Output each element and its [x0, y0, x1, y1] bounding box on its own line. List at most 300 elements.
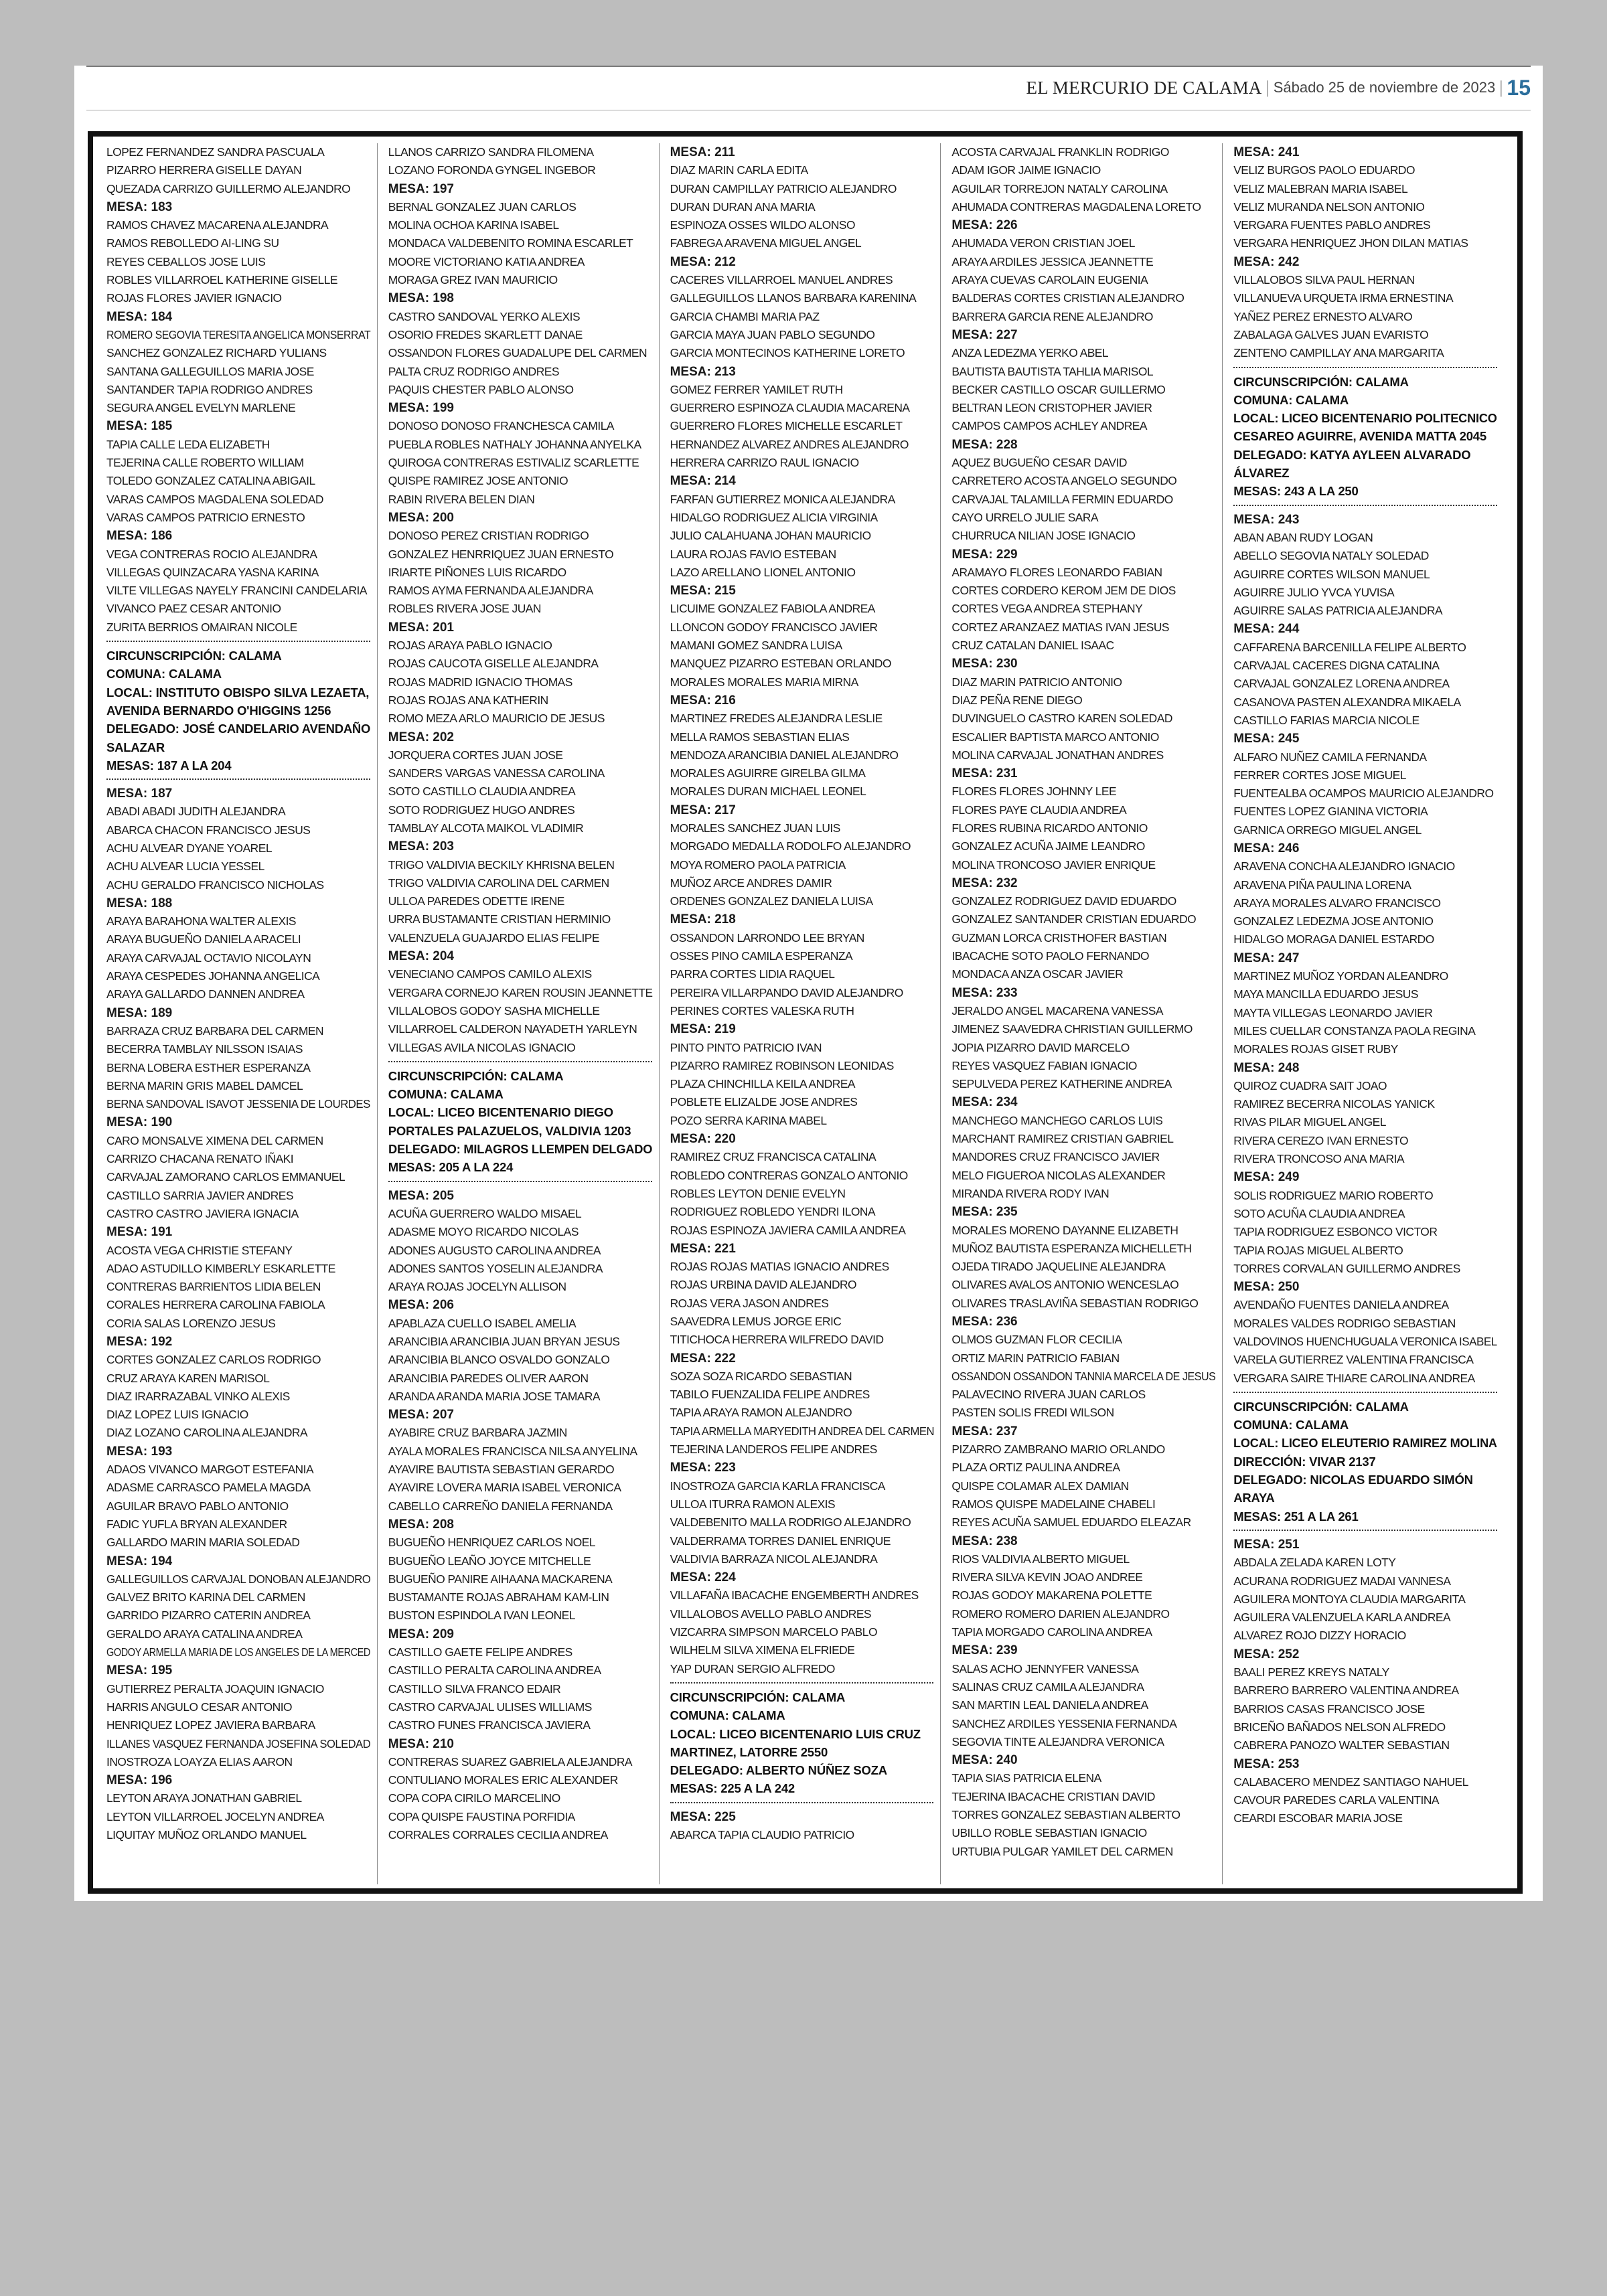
voter-name: ADASME CARRASCO PAMELA MAGDA [106, 1481, 311, 1495]
mesa-heading: MESA: 215 [670, 584, 736, 598]
polling-place-info: PORTALES PALAZUELOS, VALDIVIA 1203 [388, 1123, 631, 1138]
voter-name: CORALES HERRERA CAROLINA FABIOLA [106, 1298, 325, 1312]
voter-name: GONZALEZ SANTANDER CRISTIAN EDUARDO [951, 912, 1197, 926]
voter-name: AYAVIRE BAUTISTA SEBASTIAN GERARDO [388, 1463, 615, 1477]
voter-name: URRA BUSTAMANTE CRISTIAN HERMINIO [388, 912, 611, 926]
mesa-heading: MESA: 224 [670, 1570, 736, 1585]
voter-name: MAYA MANCILLA EDUARDO JESUS [1233, 987, 1418, 1001]
voter-list-frame [88, 131, 1523, 1894]
voter-name: ADONES SANTOS YOSELIN ALEJANDRA [388, 1261, 603, 1275]
voter-name: OJEDA TIRADO JAQUELINE ALEJANDRA [951, 1260, 1166, 1274]
voter-name: CAMPOS CAMPOS ACHLEY ANDREA [951, 419, 1147, 433]
voter-name: COPA QUISPE FAUSTINA PORFIDIA [388, 1809, 575, 1823]
mesa-heading: MESA: 188 [106, 896, 173, 910]
voter-name: GARRIDO PIZARRO CATERIN ANDREA [106, 1609, 311, 1623]
mesa-heading: MESA: 231 [951, 766, 1018, 781]
voter-name: AVENDAÑO FUENTES DANIELA ANDREA [1233, 1298, 1449, 1312]
voter-name: ADAO ASTUDILLO KIMBERLY ESKARLETTE [106, 1261, 335, 1275]
voter-name: ROJAS ESPINOZA JAVIERA CAMILA ANDREA [670, 1223, 906, 1237]
voter-name: GALLARDO MARIN MARIA SOLEDAD [106, 1536, 300, 1550]
voter-name: GERALDO ARAYA CATALINA ANDREA [106, 1627, 303, 1641]
mesa-heading: MESA: 219 [670, 1022, 736, 1037]
voter-name: YAP DURAN SERGIO ALFREDO [670, 1661, 835, 1675]
voter-name: OSSANDON FLORES GUADALUPE DEL CARMEN [388, 346, 647, 360]
voter-name: VALDERRAMA TORRES DANIEL ENRIQUE [670, 1534, 891, 1548]
mesa-heading: MESA: 212 [670, 254, 736, 269]
mesa-heading: MESA: 234 [951, 1095, 1018, 1110]
voter-name: LAURA ROJAS FAVIO ESTEBAN [670, 547, 836, 561]
polling-place-info: CIRCUNSCRIPCIÓN: CALAMA [1233, 374, 1409, 389]
mesa-heading: MESA: 190 [106, 1115, 173, 1130]
voter-name: WILHELM SILVA XIMENA ELFRIEDE [670, 1643, 855, 1657]
voter-name: LEYTON VILLARROEL JOCELYN ANDREA [106, 1809, 324, 1823]
page-header [1026, 70, 1531, 106]
voter-name: LEYTON ARAYA JONATHAN GABRIEL [106, 1791, 302, 1805]
voter-name: GALLEGUILLOS LLANOS BARBARA KARENINA [670, 291, 917, 305]
mesa-heading: MESA: 209 [388, 1627, 454, 1641]
voter-name: SANCHEZ ARDILES YESSENIA FERNANDA [951, 1716, 1177, 1730]
issue-date: Sábado 25 de noviembre de 2023 [1273, 79, 1496, 96]
voter-name: VILLEGAS AVILA NICOLAS IGNACIO [388, 1040, 576, 1054]
voter-name: INOSTROZA GARCIA KARLA FRANCISCA [670, 1479, 885, 1493]
section-divider [1233, 505, 1497, 506]
voter-name: VILLAFAÑA IBACACHE ENGEMBERTH ANDRES [670, 1588, 919, 1603]
voter-name: FABREGA ARAVENA MIGUEL ANGEL [670, 236, 862, 250]
voter-name: OLIVARES AVALOS ANTONIO WENCESLAO [951, 1278, 1179, 1292]
voter-name: ROJAS FLORES JAVIER IGNACIO [106, 291, 282, 305]
voter-name: SEGURA ANGEL EVELYN MARLENE [106, 401, 296, 415]
voter-name: SALAS ACHO JENNYFER VANESSA [951, 1661, 1139, 1675]
voter-name: VEGA CONTRERAS ROCIO ALEJANDRA [106, 547, 317, 561]
polling-place-info: MESAS: 251 A LA 261 [1233, 1509, 1359, 1524]
voter-name: MANQUEZ PIZARRO ESTEBAN ORLANDO [670, 657, 892, 671]
voter-name: VIVANCO PAEZ CESAR ANTONIO [106, 602, 281, 616]
voter-name: OSORIO FREDES SKARLETT DANAE [388, 327, 583, 341]
polling-place-info: CIRCUNSCRIPCIÓN: CALAMA [388, 1068, 564, 1083]
mesa-heading: MESA: 248 [1233, 1060, 1300, 1075]
mesa-heading: MESA: 245 [1233, 732, 1300, 746]
polling-place-info: COMUNA: CALAMA [1233, 1418, 1349, 1432]
voter-name: RAMOS AYMA FERNANDA ALEJANDRA [388, 584, 593, 598]
polling-place-info: LOCAL: LICEO ELEUTERIO RAMIREZ MOLINA [1233, 1436, 1498, 1451]
voter-name: CARO MONSALVE XIMENA DEL CARMEN [106, 1133, 323, 1147]
voter-name: HERNANDEZ ALVAREZ ANDRES ALEJANDRO [670, 437, 909, 451]
voter-name: CARRETERO ACOSTA ANGELO SEGUNDO [951, 474, 1177, 488]
mesa-heading: MESA: 223 [670, 1461, 736, 1475]
voter-name: MAMANI GOMEZ SANDRA LUISA [670, 639, 842, 653]
header-separator: | [1266, 78, 1270, 97]
section-divider [670, 1802, 934, 1803]
voter-name: BECKER CASTILLO OSCAR GUILLERMO [951, 382, 1166, 396]
voter-name: ARANCIBIA ARANCIBIA JUAN BRYAN JESUS [388, 1335, 620, 1348]
voter-name: TABILO FUENZALIDA FELIPE ANDRES [670, 1388, 870, 1402]
voter-name: CAFFARENA BARCENILLA FELIPE ALBERTO [1233, 640, 1466, 654]
voter-name: DONOSO DONOSO FRANCHESCA CAMILA [388, 419, 614, 433]
voter-name: RAMOS QUISPE MADELAINE CHABELI [951, 1497, 1156, 1511]
voter-name: POZO SERRA KARINA MABEL [670, 1113, 827, 1127]
mesa-heading: MESA: 221 [670, 1241, 736, 1256]
polling-place-info: LOCAL: LICEO BICENTENARIO DIEGO [388, 1105, 613, 1120]
voter-name: PALAVECINO RIVERA JUAN CARLOS [951, 1388, 1146, 1402]
newspaper-page [74, 66, 1543, 1901]
voter-name: ABARCA TAPIA CLAUDIO PATRICIO [670, 1828, 854, 1842]
voter-name: CASTRO SANDOVAL YERKO ALEXIS [388, 309, 581, 323]
voter-name: HIDALGO RODRIGUEZ ALICIA VIRGINIA [670, 510, 878, 524]
voter-name: BERNA LOBERA ESTHER ESPERANZA [106, 1060, 311, 1074]
mesa-heading: MESA: 228 [951, 437, 1018, 452]
polling-place-info: ÁLVAREZ [1233, 466, 1290, 481]
voter-name: MUÑOZ ARCE ANDRES DAMIR [670, 876, 832, 890]
voter-name: CARRIZO CHACANA RENATO IÑAKI [106, 1152, 294, 1166]
mesa-heading: MESA: 198 [388, 291, 454, 306]
voter-name: TAMBLAY ALCOTA MAIKOL VLADIMIR [388, 821, 584, 835]
voter-name: TAPIA ARMELLA MARYEDITH ANDREA DEL CARMEN [670, 1424, 934, 1438]
mesa-heading: MESA: 247 [1233, 951, 1300, 965]
mesa-heading: MESA: 243 [1233, 512, 1300, 527]
mesa-heading: MESA: 205 [388, 1188, 454, 1203]
voter-name: ARAYA BARAHONA WALTER ALEXIS [106, 914, 297, 928]
voter-name: LICUIME GONZALEZ FABIOLA ANDREA [670, 602, 875, 616]
voter-name: OLIVARES TRASLAVIÑA SEBASTIAN RODRIGO [951, 1296, 1199, 1310]
voter-name: BAALI PEREZ KREYS NATALY [1233, 1665, 1389, 1679]
voter-name: AGUIRRE JULIO YVCA YUVISA [1233, 585, 1395, 599]
voter-name: AGUIRRE SALAS PATRICIA ALEJANDRA [1233, 604, 1443, 618]
mesa-heading: MESA: 226 [951, 218, 1018, 233]
voter-name: BERNA SANDOVAL ISAVOT JESSENIA DE LOURDES [106, 1097, 370, 1111]
voter-name: ZABALAGA GALVES JUAN EVARISTO [1233, 327, 1429, 341]
polling-place-info: MESAS: 205 A LA 224 [388, 1160, 514, 1175]
voter-name: MARTINEZ MUÑOZ YORDAN ALEANDRO [1233, 969, 1448, 983]
voter-name: QUISPE RAMIREZ JOSE ANTONIO [388, 474, 568, 488]
polling-place-info: CIRCUNSCRIPCIÓN: CALAMA [106, 649, 282, 663]
voter-name: RAMOS CHAVEZ MACARENA ALEJANDRA [106, 218, 329, 232]
voter-name: ACHU GERALDO FRANCISCO NICHOLAS [106, 878, 324, 892]
voter-name: TEJERINA LANDEROS FELIPE ANDRES [670, 1443, 877, 1457]
voter-name: ESPINOZA OSSES WILDO ALONSO [670, 218, 856, 232]
voter-name: MORALES DURAN MICHAEL LEONEL [670, 785, 866, 799]
voter-name: ARAMAYO FLORES LEONARDO FABIAN [951, 565, 1162, 579]
voter-name: TAPIA SIAS PATRICIA ELENA [951, 1771, 1101, 1785]
mesa-heading: MESA: 240 [951, 1753, 1018, 1768]
voter-name: BELTRAN LEON CRISTOPHER JAVIER [951, 401, 1152, 415]
voter-name: UBILLO ROBLE SEBASTIAN IGNACIO [951, 1826, 1147, 1840]
voter-name: ABARCA CHACON FRANCISCO JESUS [106, 823, 311, 837]
voter-name: ROJAS URBINA DAVID ALEJANDRO [670, 1278, 857, 1292]
voter-name: GARCIA CHAMBI MARIA PAZ [670, 309, 820, 323]
voter-name: ACHU ALVEAR DYANE YOAREL [106, 841, 273, 855]
section-divider [1233, 367, 1497, 368]
voter-name: FADIC YUFLA BRYAN ALEXANDER [106, 1517, 287, 1531]
voter-name: ARANCIBIA PAREDES OLIVER AARON [388, 1371, 589, 1385]
mesa-heading: MESA: 191 [106, 1225, 173, 1240]
voter-name: CEARDI ESCOBAR MARIA JOSE [1233, 1811, 1403, 1825]
voter-name: MOLINA CARVAJAL JONATHAN ANDRES [951, 748, 1164, 762]
voter-name: ALFARO NUÑEZ CAMILA FERNANDA [1233, 750, 1427, 764]
voter-name: CONTULIANO MORALES ERIC ALEXANDER [388, 1773, 618, 1787]
mesa-heading: MESA: 214 [670, 474, 736, 489]
voter-name: OSSANDON OSSANDON TANNIA MARCELA DE JESUS [951, 1369, 1216, 1383]
voter-name: CASTILLO SILVA FRANCO EDAIR [388, 1682, 561, 1696]
voter-name: MANCHEGO MANCHEGO CARLOS LUIS [951, 1113, 1163, 1127]
voter-name: JOPIA PIZARRO DAVID MARCELO [951, 1040, 1130, 1054]
voter-name: VILLARROEL CALDERON NAYADETH YARLEYN [388, 1022, 637, 1036]
voter-name: HIDALGO MORAGA DANIEL ESTARDO [1233, 932, 1434, 947]
voter-name: ALVAREZ ROJO DIZZY HORACIO [1233, 1629, 1406, 1643]
voter-name: OLMOS GUZMAN FLOR CECILIA [951, 1333, 1122, 1347]
voter-name: CAYO URRELO JULIE SARA [951, 510, 1099, 524]
voter-name: TEJERINA IBACACHE CRISTIAN DAVID [951, 1789, 1155, 1803]
voter-name: CACERES VILLARROEL MANUEL ANDRES [670, 273, 893, 287]
voter-name: CARVAJAL GONZALEZ LORENA ANDREA [1233, 677, 1450, 691]
voter-name: ABADI ABADI JUDITH ALEJANDRA [106, 805, 286, 819]
voter-name: BALDERAS CORTES CRISTIAN ALEJANDRO [951, 291, 1184, 305]
voter-name: CALABACERO MENDEZ SANTIAGO NAHUEL [1233, 1775, 1468, 1789]
voter-name: ACUÑA GUERRERO WALDO MISAEL [388, 1206, 582, 1220]
voter-name: CARVAJAL ZAMORANO CARLOS EMMANUEL [106, 1170, 346, 1184]
voter-name: IRIARTE PIÑONES LUIS RICARDO [388, 565, 566, 579]
voter-name: GONZALEZ ACUÑA JAIME LEANDRO [951, 839, 1145, 853]
voter-name: VERGARA FUENTES PABLO ANDRES [1233, 218, 1431, 232]
mesa-heading: MESA: 241 [1233, 145, 1300, 159]
voter-name: SOTO CASTILLO CLAUDIA ANDREA [388, 785, 576, 799]
voter-name: TAPIA CALLE LEDA ELIZABETH [106, 437, 270, 451]
voter-name: TAPIA RODRIGUEZ ESBONCO VICTOR [1233, 1225, 1438, 1239]
page-number: 15 [1507, 75, 1531, 100]
polling-place-info: CIRCUNSCRIPCIÓN: CALAMA [1233, 1399, 1409, 1414]
voter-name: CASTILLO SARRIA JAVIER ANDRES [106, 1188, 293, 1202]
voter-name: VARAS CAMPOS PATRICIO ERNESTO [106, 510, 305, 524]
voter-name: ZURITA BERRIOS OMAIRAN NICOLE [106, 620, 297, 634]
voter-name: ABDALA ZELADA KAREN LOTY [1233, 1556, 1396, 1570]
voter-name: TITICHOCA HERRERA WILFREDO DAVID [670, 1333, 884, 1347]
voter-name: BUSTAMANTE ROJAS ABRAHAM KAM-LIN [388, 1590, 609, 1605]
voter-name: VILLEGAS QUINZACARA YASNA KARINA [106, 565, 319, 579]
voter-name: ARAYA MORALES ALVARO FRANCISCO [1233, 896, 1441, 910]
voter-name: BERNAL GONZALEZ JUAN CARLOS [388, 199, 577, 214]
voter-name: PALTA CRUZ RODRIGO ANDRES [388, 364, 559, 378]
voter-name: ROJAS MADRID IGNACIO THOMAS [388, 675, 572, 689]
voter-name: ROJAS VERA JASON ANDRES [670, 1296, 829, 1310]
mesa-heading: MESA: 244 [1233, 622, 1300, 637]
voter-name: ADAOS VIVANCO MARGOT ESTEFANIA [106, 1463, 314, 1477]
mesa-heading: MESA: 192 [106, 1335, 173, 1349]
voter-name: QUEZADA CARRIZO GUILLERMO ALEJANDRO [106, 181, 351, 195]
mesa-heading: MESA: 200 [388, 510, 454, 525]
voter-name: YAÑEZ PEREZ ERNESTO ALVARO [1233, 309, 1413, 323]
voter-name: CABELLO CARREÑO DANIELA FERNANDA [388, 1499, 613, 1513]
voter-name: BUGUEÑO LEAÑO JOYCE MITCHELLE [388, 1554, 591, 1568]
voter-name: SAN MARTIN LEAL DANIELA ANDREA [951, 1698, 1148, 1712]
voter-name: RAMOS REBOLLEDO AI-LING SU [106, 236, 279, 250]
voter-name: ARAVENA CONCHA ALEJANDRO IGNACIO [1233, 859, 1455, 874]
mesa-heading: MESA: 202 [388, 730, 454, 744]
mesa-heading: MESA: 232 [951, 876, 1018, 890]
voter-name: GONZALEZ LEDEZMA JOSE ANTONIO [1233, 914, 1434, 928]
voter-name: HERRERA CARRIZO RAUL IGNACIO [670, 456, 859, 470]
voter-name: SOTO ACUÑA CLAUDIA ANDREA [1233, 1206, 1405, 1220]
voter-name: TRIGO VALDIVIA CAROLINA DEL CARMEN [388, 876, 609, 890]
voter-name: ARAYA GALLARDO DANNEN ANDREA [106, 987, 305, 1001]
polling-place-info: MESAS: 225 A LA 242 [670, 1781, 795, 1796]
voter-name: CASTILLO FARIAS MARCIA NICOLE [1233, 713, 1420, 727]
voter-name: AQUEZ BUGUEÑO CESAR DAVID [951, 456, 1127, 470]
voter-name: VALENZUELA GUAJARDO ELIAS FELIPE [388, 930, 599, 945]
polling-place-info: LOCAL: LICEO BICENTENARIO POLITECNICO [1233, 411, 1497, 426]
section-divider [670, 1682, 934, 1684]
mesa-heading: MESA: 194 [106, 1554, 173, 1568]
voter-name: PINTO PINTO PATRICIO IVAN [670, 1040, 822, 1054]
mesa-heading: MESA: 249 [1233, 1170, 1300, 1185]
voter-name: DURAN DURAN ANA MARIA [670, 199, 816, 214]
voter-name: VILLANUEVA URQUETA IRMA ERNESTINA [1233, 291, 1454, 305]
voter-name: AGUILAR BRAVO PABLO ANTONIO [106, 1499, 289, 1513]
voter-name: CORTES VEGA ANDREA STEPHANY [951, 602, 1143, 616]
voter-name: REYES VASQUEZ FABIAN IGNACIO [951, 1058, 1137, 1072]
voter-name: CONTRERAS SUAREZ GABRIELA ALEJANDRA [388, 1754, 633, 1769]
polling-place-info: COMUNA: CALAMA [1233, 392, 1349, 407]
voter-name: LLANOS CARRIZO SANDRA FILOMENA [388, 145, 594, 159]
voter-name: CORRALES CORRALES CECILIA ANDREA [388, 1828, 608, 1842]
voter-name: RABIN RIVERA BELEN DIAN [388, 492, 535, 506]
polling-place-info: LOCAL: INSTITUTO OBISPO SILVA LEZAETA, [106, 685, 370, 700]
mesa-heading: MESA: 237 [951, 1424, 1018, 1439]
voter-name: MENDOZA ARANCIBIA DANIEL ALEJANDRO [670, 748, 899, 762]
voter-name: MANDORES CRUZ FRANCISCO JAVIER [951, 1150, 1160, 1164]
voter-name: TAPIA ARAYA RAMON ALEJANDRO [670, 1406, 852, 1420]
voter-name: MOLINA OCHOA KARINA ISABEL [388, 218, 559, 232]
voter-name: COPA COPA CIRILO MARCELINO [388, 1791, 560, 1805]
mesa-heading: MESA: 238 [951, 1534, 1018, 1548]
voter-name: PLAZA ORTIZ PAULINA ANDREA [951, 1461, 1120, 1475]
voter-name: RODRIGUEZ ROBLEDO YENDRI ILONA [670, 1205, 876, 1219]
section-divider [388, 1061, 652, 1062]
mesa-heading: MESA: 195 [106, 1663, 173, 1678]
voter-name: SANCHEZ GONZALEZ RICHARD YULIANS [106, 346, 327, 360]
voter-name: PARRA CORTES LIDIA RAQUEL [670, 967, 835, 981]
mesa-heading: MESA: 222 [670, 1351, 736, 1366]
mesa-heading: MESA: 235 [951, 1205, 1018, 1220]
voter-name: DURAN CAMPILLAY PATRICIO ALEJANDRO [670, 181, 897, 195]
voter-name: TAPIA MORGADO CAROLINA ANDREA [951, 1625, 1152, 1639]
voter-name: GARCIA MAYA JUAN PABLO SEGUNDO [670, 327, 875, 341]
voter-name: VELIZ MALEBRAN MARIA ISABEL [1233, 181, 1408, 195]
voter-name: ORTIZ MARIN PATRICIO FABIAN [951, 1351, 1120, 1365]
voter-name: GUERRERO ESPINOZA CLAUDIA MACARENA [670, 401, 910, 415]
section-divider [1233, 1392, 1497, 1393]
voter-name: ACHU ALVEAR LUCIA YESSEL [106, 859, 264, 874]
voter-name: MOLINA TRONCOSO JAVIER ENRIQUE [951, 857, 1156, 872]
voter-name: AHUMADA VERON CRISTIAN JOEL [951, 236, 1135, 250]
voter-name: VILTE VILLEGAS NAYELY FRANCINI CANDELARIA [106, 584, 367, 598]
voter-name: GOMEZ FERRER YAMILET RUTH [670, 382, 843, 396]
mesa-heading: MESA: 185 [106, 419, 173, 434]
mesa-heading: MESA: 210 [388, 1736, 454, 1751]
mesa-heading: MESA: 252 [1233, 1647, 1300, 1661]
voter-name: AGUILERA VALENZUELA KARLA ANDREA [1233, 1611, 1451, 1625]
column-2 [388, 143, 660, 1884]
voter-name: SOZA SOZA RICARDO SEBASTIAN [670, 1369, 852, 1383]
voter-name: LOZANO FORONDA GYNGEL INGEBOR [388, 163, 596, 177]
voter-name: DIAZ MARIN PATRICIO ANTONIO [951, 675, 1122, 689]
voter-name: ARAVENA PIÑA PAULINA LORENA [1233, 878, 1411, 892]
mesa-heading: MESA: 220 [670, 1132, 736, 1147]
voter-name: RIVERA TRONCOSO ANA MARIA [1233, 1152, 1405, 1166]
voter-name: MONDACA VALDEBENITO ROMINA ESCARLET [388, 236, 633, 250]
mesa-heading: MESA: 207 [388, 1408, 454, 1422]
voter-name: VELIZ BURGOS PAOLO EDUARDO [1233, 163, 1415, 177]
voter-name: GONZALEZ HENRRIQUEZ JUAN ERNESTO [388, 547, 614, 561]
voter-name: URTUBIA PULGAR YAMILET DEL CARMEN [951, 1844, 1173, 1858]
mesa-heading: MESA: 213 [670, 364, 736, 379]
voter-name: ROBLEDO CONTRERAS GONZALO ANTONIO [670, 1168, 908, 1182]
voter-name: CASTRO CASTRO JAVIERA IGNACIA [106, 1206, 299, 1220]
publication-name: EL MERCURIO DE CALAMA [1026, 77, 1262, 98]
voter-name: RIVERA SILVA KEVIN JOAO ANDREE [951, 1570, 1143, 1584]
voter-name: DUVINGUELO CASTRO KAREN SOLEDAD [951, 712, 1172, 726]
voter-name: VELIZ MURANDA NELSON ANTONIO [1233, 199, 1425, 214]
polling-place-info: MARTINEZ, LATORRE 2550 [670, 1744, 828, 1759]
voter-name: CAVOUR PAREDES CARLA VALENTINA [1233, 1793, 1439, 1807]
header-separator: | [1499, 78, 1503, 97]
voter-name: REYES ACUÑA SAMUEL EDUARDO ELEAZAR [951, 1515, 1191, 1530]
voter-name: MILES CUELLAR CONSTANZA PAOLA REGINA [1233, 1023, 1476, 1038]
voter-name: JERALDO ANGEL MACARENA VANESSA [951, 1003, 1163, 1017]
voter-name: MARCHANT RAMIREZ CRISTIAN GABRIEL [951, 1132, 1174, 1146]
voter-name: SANDERS VARGAS VANESSA CAROLINA [388, 766, 605, 781]
voter-name: ARANDA ARANDA MARIA JOSE TAMARA [388, 1389, 601, 1403]
voter-name: ROMERO ROMERO DARIEN ALEJANDRO [951, 1607, 1170, 1621]
voter-name: CASTRO FUNES FRANCISCA JAVIERA [388, 1718, 591, 1732]
polling-place-info: MESAS: 187 A LA 204 [106, 758, 232, 772]
voter-name: TOLEDO GONZALEZ CATALINA ABIGAIL [106, 474, 315, 488]
voter-name: PERINES CORTES VALESKA RUTH [670, 1003, 854, 1017]
voter-name: MORALES MORALES MARIA MIRNA [670, 675, 858, 689]
voter-name: VALDIVIA BARRAZA NICOL ALEJANDRA [670, 1552, 878, 1566]
voter-name: CRUZ ARAYA KAREN MARISOL [106, 1371, 270, 1385]
voter-name: DIAZ LOPEZ LUIS IGNACIO [106, 1408, 248, 1422]
voter-name: CONTRERAS BARRIENTOS LIDIA BELEN [106, 1280, 321, 1294]
mesa-heading: MESA: 211 [670, 145, 735, 159]
voter-name: AYAVIRE LOVERA MARIA ISABEL VERONICA [388, 1481, 621, 1495]
voter-name: INOSTROZA LOAYZA ELIAS AARON [106, 1754, 293, 1769]
voter-name: MOYA ROMERO PAOLA PATRICIA [670, 857, 846, 872]
voter-name: CORTES CORDERO KEROM JEM DE DIOS [951, 584, 1176, 598]
voter-name: ZENTENO CAMPILLAY ANA MARGARITA [1233, 346, 1444, 360]
voter-name: PIZARRO ZAMBRANO MARIO ORLANDO [951, 1443, 1165, 1457]
polling-place-info: DELEGADO: NICOLAS EDUARDO SIMÓN [1233, 1473, 1473, 1487]
voter-name: ACOSTA VEGA CHRISTIE STEFANY [106, 1243, 293, 1257]
voter-name: CORTES GONZALEZ CARLOS RODRIGO [106, 1353, 321, 1367]
mesa-heading: MESA: 208 [388, 1517, 454, 1532]
polling-place-info: DELEGADO: ALBERTO NÚÑEZ SOZA [670, 1763, 887, 1778]
polling-place-info: CESAREO AGUIRRE, AVENIDA MATTA 2045 [1233, 429, 1486, 444]
voter-name: APABLAZA CUELLO ISABEL AMELIA [388, 1316, 577, 1330]
voter-name: PLAZA CHINCHILLA KEILA ANDREA [670, 1077, 856, 1091]
voter-name: ROJAS GODOY MAKARENA POLETTE [951, 1588, 1152, 1603]
polling-place-info: LOCAL: LICEO BICENTENARIO LUIS CRUZ [670, 1726, 921, 1741]
voter-name: ACOSTA CARVAJAL FRANKLIN RODRIGO [951, 145, 1169, 159]
voter-name: CARVAJAL CACERES DIGNA CATALINA [1233, 659, 1440, 673]
voter-name: ABELLO SEGOVIA NATALY SOLEDAD [1233, 549, 1429, 563]
voter-name: ROJAS CAUCOTA GISELLE ALEJANDRA [388, 657, 599, 671]
voter-name: OSSANDON LARRONDO LEE BRYAN [670, 930, 864, 945]
voter-name: ROJAS ARAYA PABLO IGNACIO [388, 639, 552, 653]
section-divider [388, 1181, 652, 1182]
voter-name: VILLALOBOS AVELLO PABLO ANDRES [670, 1607, 872, 1621]
mesa-heading: MESA: 253 [1233, 1756, 1300, 1771]
mesa-heading: MESA: 251 [1233, 1537, 1300, 1552]
voter-name: ARAYA CESPEDES JOHANNA ANGELICA [106, 969, 320, 983]
